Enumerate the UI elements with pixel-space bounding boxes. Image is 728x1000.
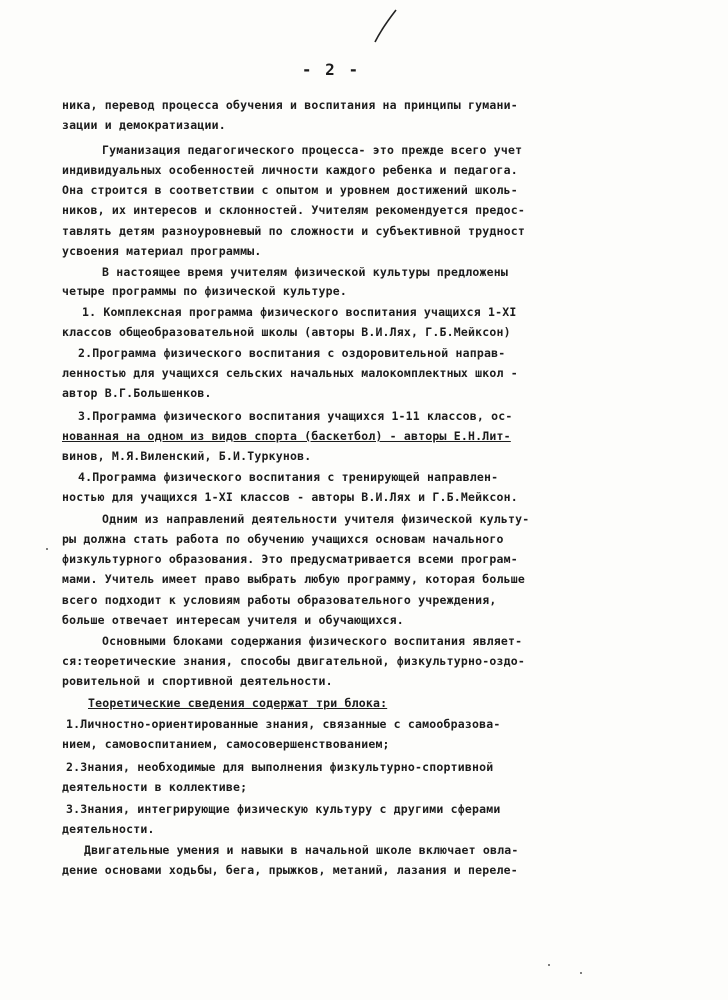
text-line: ровительной и спортивной деятельности. <box>62 674 333 688</box>
text-line: 3.Программа физического воспитания учащихся 1-11 классов, ос- <box>78 409 513 423</box>
text-line: Теоретические сведения содержат три блока: <box>88 696 388 710</box>
text-line: Она строится в соответствии с опытом и уровнем достижений школь- <box>62 183 518 197</box>
text-line: ры должна стать работа по обучению учащихся основам начального <box>62 532 504 546</box>
page-number: - 2 - <box>301 60 361 79</box>
text-line: 3.Знания, интегрирующие физическую культуру с другими сферами <box>66 802 501 816</box>
text-line: 2.Знания, необходимые для выполнения физкультурно-спортивной <box>66 760 494 774</box>
text-line: В настоящее время учителям физической культуры предложены <box>102 265 509 279</box>
text-line: тавлять детям разноуровневый по сложности и субъективной трудност <box>62 224 526 238</box>
text-line: зации и демократизации. <box>62 118 226 132</box>
scan-speck <box>548 964 550 966</box>
text-line: усвоения материал программы. <box>62 244 262 258</box>
scan-speck <box>46 548 48 550</box>
text-line: нованная на одном из видов спорта (баскетбол) - авторы Е.Н.Лит- <box>62 429 511 443</box>
text-line: Основными блоками содержания физического воспитания являет- <box>102 634 523 648</box>
text-line: Гуманизация педагогического процесса- это прежде всего учет <box>102 143 523 157</box>
text-line: Двигательные умения и навыки в начальной школе включает овла- <box>84 843 519 857</box>
text-line: автор В.Г.Большенков. <box>62 386 212 400</box>
scan-speck <box>580 972 582 974</box>
text-line: ника, перевод процесса обучения и воспитания на принципы гумани- <box>62 98 518 112</box>
text-line: ностью для учащихся 1-XI классов - авторы В.И.Лях и Г.Б.Мейксон. <box>62 490 518 504</box>
text-line: ленностью для учащихся сельских начальных малокомплектных школ - <box>62 366 518 380</box>
text-line: нием, самовоспитанием, самосовершенствованием; <box>62 737 390 751</box>
text-line: деятельности. <box>62 822 155 836</box>
text-line: Одним из направлений деятельности учителя физической культу- <box>102 512 530 526</box>
text-line: всего подходит к условиям работы образовательного учреждения, <box>62 593 497 607</box>
text-line: индивидуальных особенностей личности каждого ребенка и педагога. <box>62 163 518 177</box>
text-line: дение основами ходьбы, бега, прыжков, метаний, лазания и переле- <box>62 863 518 877</box>
text-line: винов, М.Я.Виленский, Б.И.Туркунов. <box>62 449 312 463</box>
text-line: классов общеобразовательной школы (авторы В.И.Лях, Г.Б.Мейксон) <box>62 325 511 339</box>
text-line: больше отвечает интересам учителя и обучающихся. <box>62 613 404 627</box>
text-line: четыре программы по физической культуре. <box>62 284 347 298</box>
text-line: ников, их интересов и склонностей. Учителям рекомендуется предос- <box>62 203 526 217</box>
text-line: 1.Личностно-ориентированные знания, связанные с самообразова- <box>66 717 501 731</box>
text-line: деятельности в коллективе; <box>62 780 248 794</box>
pen-stroke-mark <box>372 6 400 46</box>
text-line: 1. Комплексная программа физического воспитания учащихся 1-XI <box>82 305 517 319</box>
text-line: ся:теоретические знания, способы двигательной, физкультурно-оздо- <box>62 654 526 668</box>
text-line: физкультурного образования. Это предусматривается всеми програм- <box>62 552 518 566</box>
text-line: мами. Учитель имеет право выбрать любую программу, которая больше <box>62 572 526 586</box>
text-line: 2.Программа физического воспитания с оздоровительной направ- <box>78 346 506 360</box>
text-line: 4.Программа физического воспитания с тренирующей направлен- <box>78 470 499 484</box>
